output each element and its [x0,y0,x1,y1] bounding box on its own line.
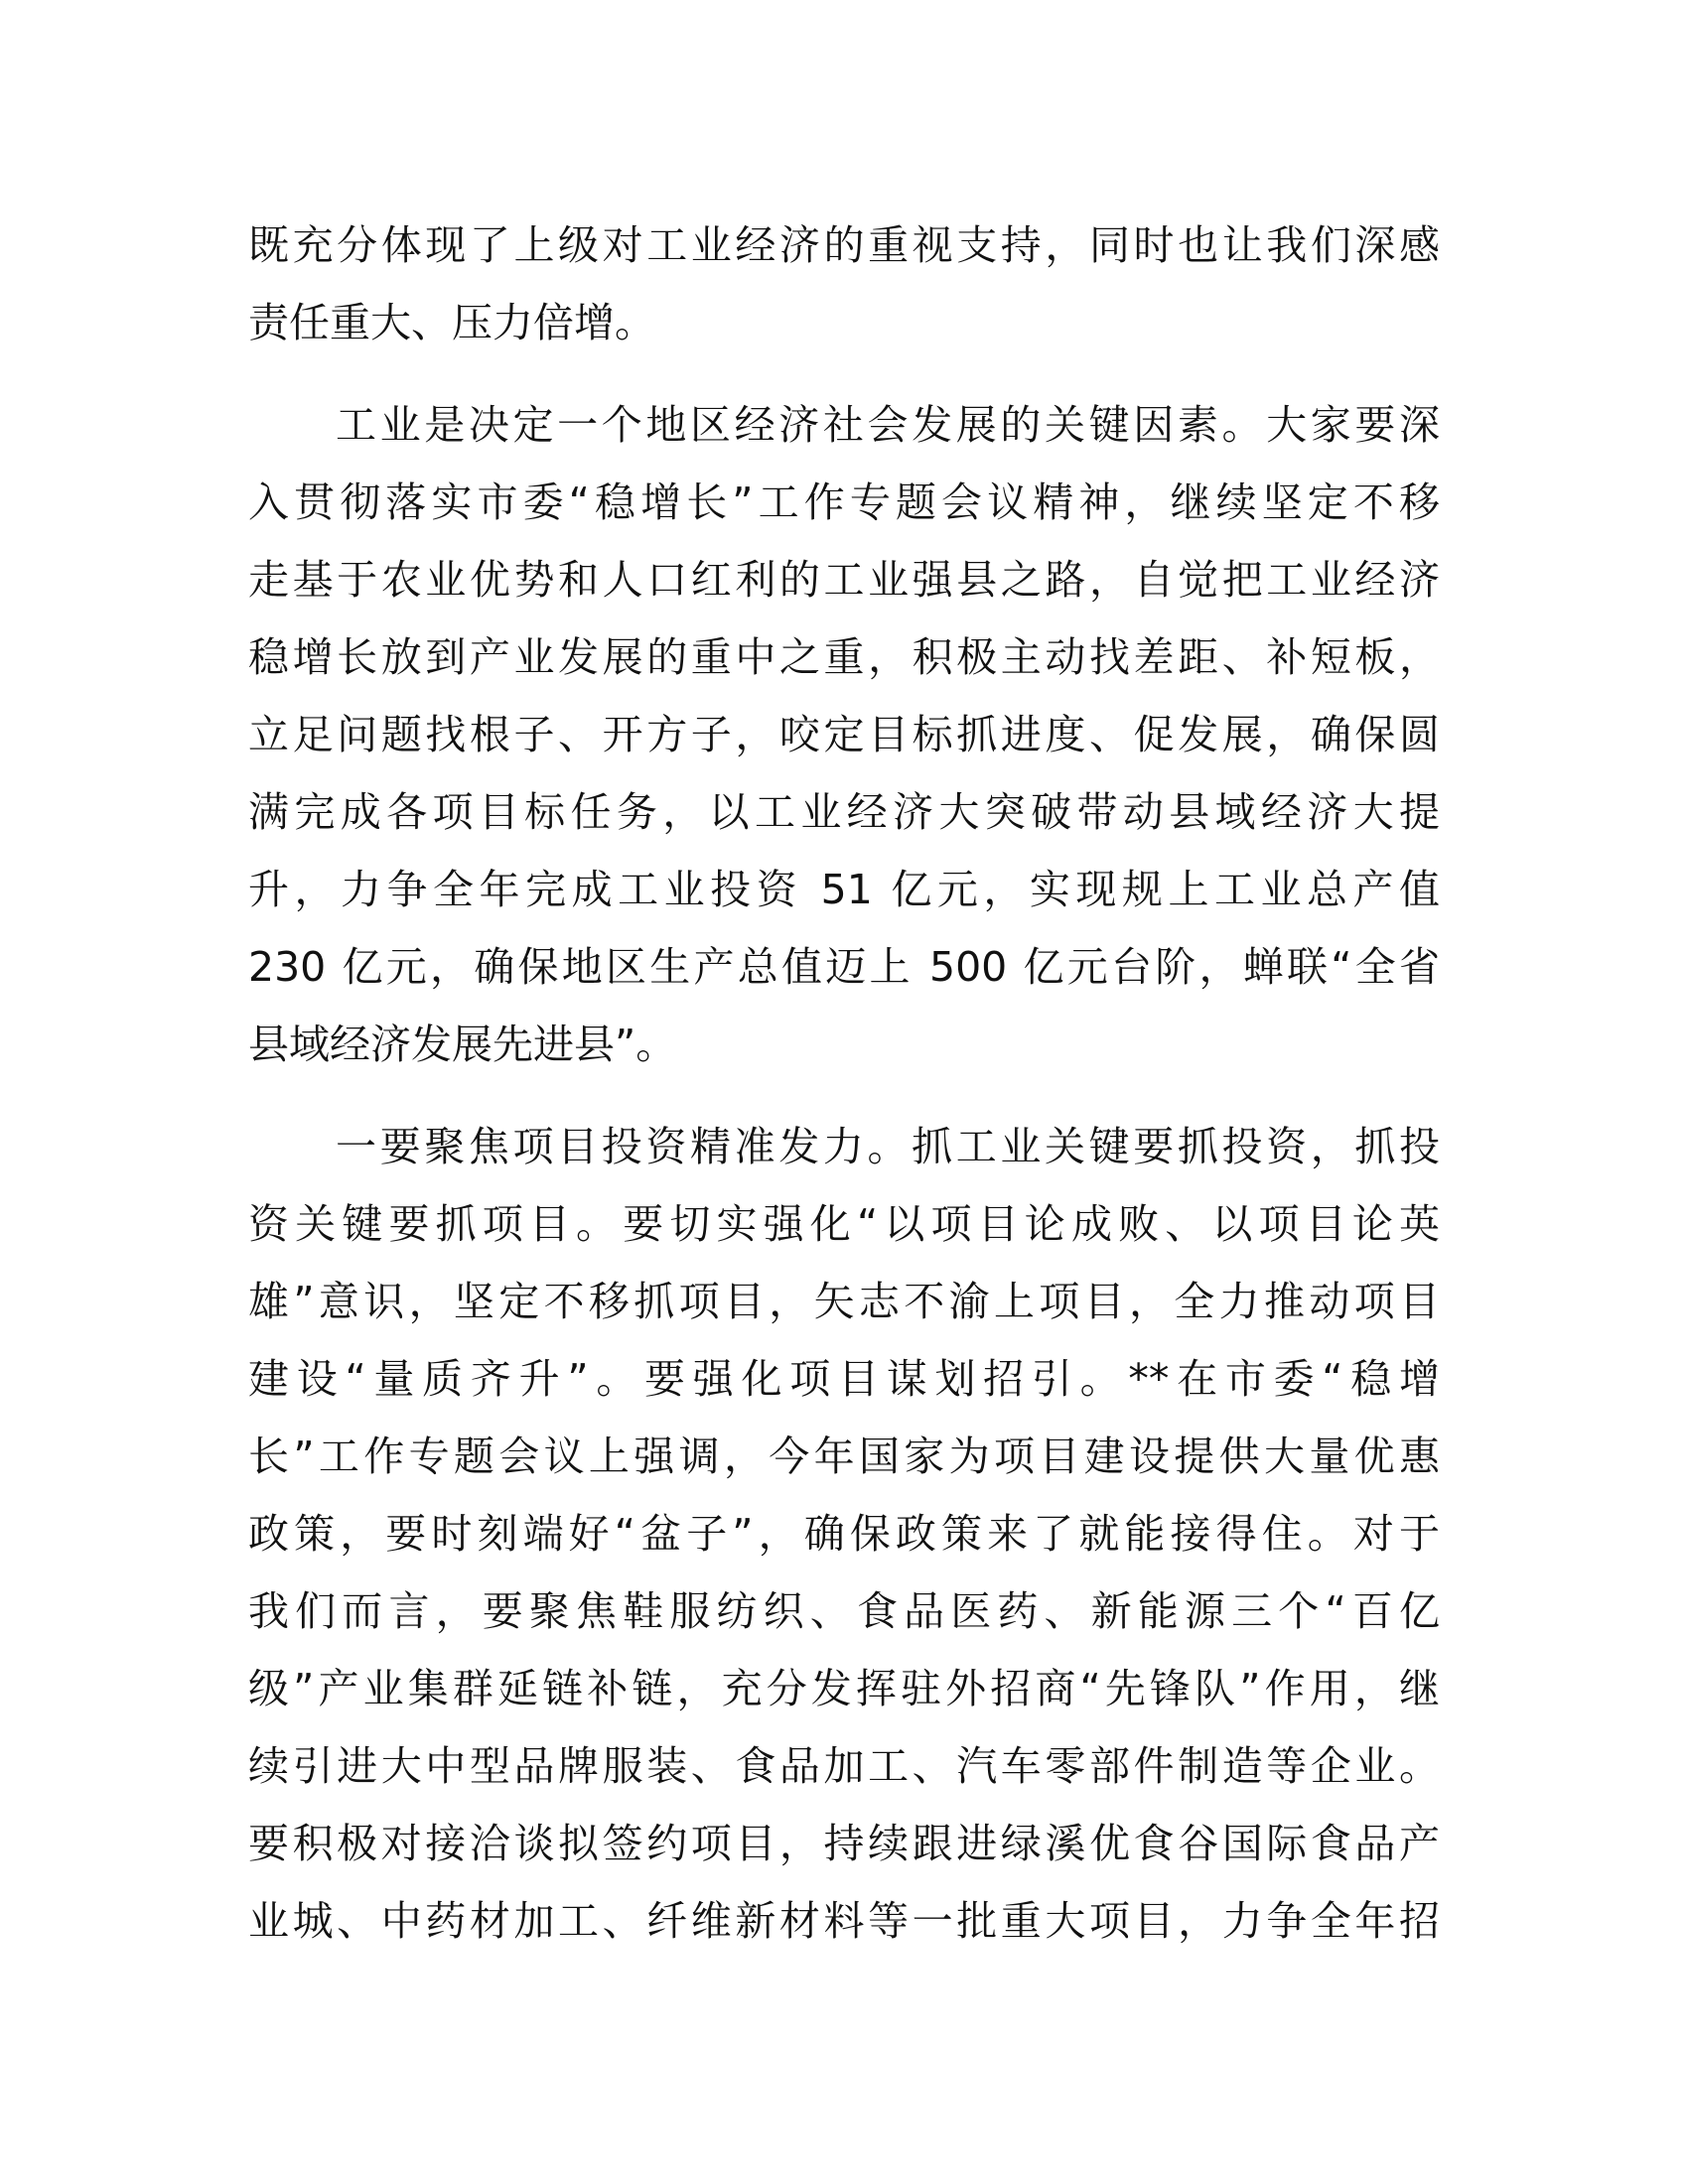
text-line: 一要聚焦项目投资精准发力。抓工业关键要抓投资，抓投 [336,1123,1440,1170]
paragraph-3 [248,1108,1440,1960]
text-line: 长”工作专题会议上强调，今年国家为项目建设提供大量优惠 [248,1433,1440,1480]
text-line: 资关键要抓项目。要切实强化“以项目论成败、以项目论英 [248,1200,1440,1248]
text-line: 级”产业集群延链补链，充分发挥驻外招商“先锋队”作用，继 [248,1665,1440,1712]
text-line: 建设“量质齐升”。要强化项目谋划招引。**在市委“稳增 [248,1355,1440,1403]
text-line: 我们而言，要聚焦鞋服纺织、食品医药、新能源三个“百亿 [248,1587,1440,1635]
paragraph-1 [248,206,1440,361]
text-line: 230 亿元，确保地区生产总值迈上 500 亿元台阶，蝉联“全省 [248,943,1440,991]
text-line: 要积极对接洽谈拟签约项目，持续跟进绿溪优食谷国际食品产 [248,1820,1440,1867]
body-text [248,206,1440,1960]
text-line: 业城、中药材加工、纤维新材料等一批重大项目，力争全年招 [248,1897,1440,1945]
text-line: 稳增长放到产业发展的重中之重，积极主动找差距、补短板， [248,633,1440,681]
text-line: 立足问题找根子、开方子，咬定目标抓进度、促发展，确保圆 [248,711,1440,758]
paragraph-2 [248,386,1440,1083]
text-line: 满完成各项目标任务，以工业经济大突破带动县域经济大提 [248,788,1440,836]
text-line: 县域经济发展先进县”。 [248,1021,677,1068]
text-line: 工业是决定一个地区经济社会发展的关键因素。大家要深 [336,401,1440,449]
text-line: 既充分体现了上级对工业经济的重视支持，同时也让我们深感 [248,221,1440,269]
text-line: 走基于农业优势和人口红利的工业强县之路，自觉把工业经济 [248,556,1440,604]
text-line: 升，力争全年完成工业投资 51 亿元，实现规上工业总产值 [248,866,1440,913]
text-line: 责任重大、压力倍增。 [248,299,655,346]
text-line: 政策，要时刻端好“盆子”，确保政策来了就能接得住。对于 [248,1510,1440,1558]
text-line: 入贯彻落实市委“稳增长”工作专题会议精神，继续坚定不移 [248,478,1440,526]
text-line: 雄”意识，坚定不移抓项目，矢志不渝上项目，全力推动项目 [248,1278,1440,1325]
text-line: 续引进大中型品牌服装、食品加工、汽车零部件制造等企业。 [248,1742,1440,1790]
